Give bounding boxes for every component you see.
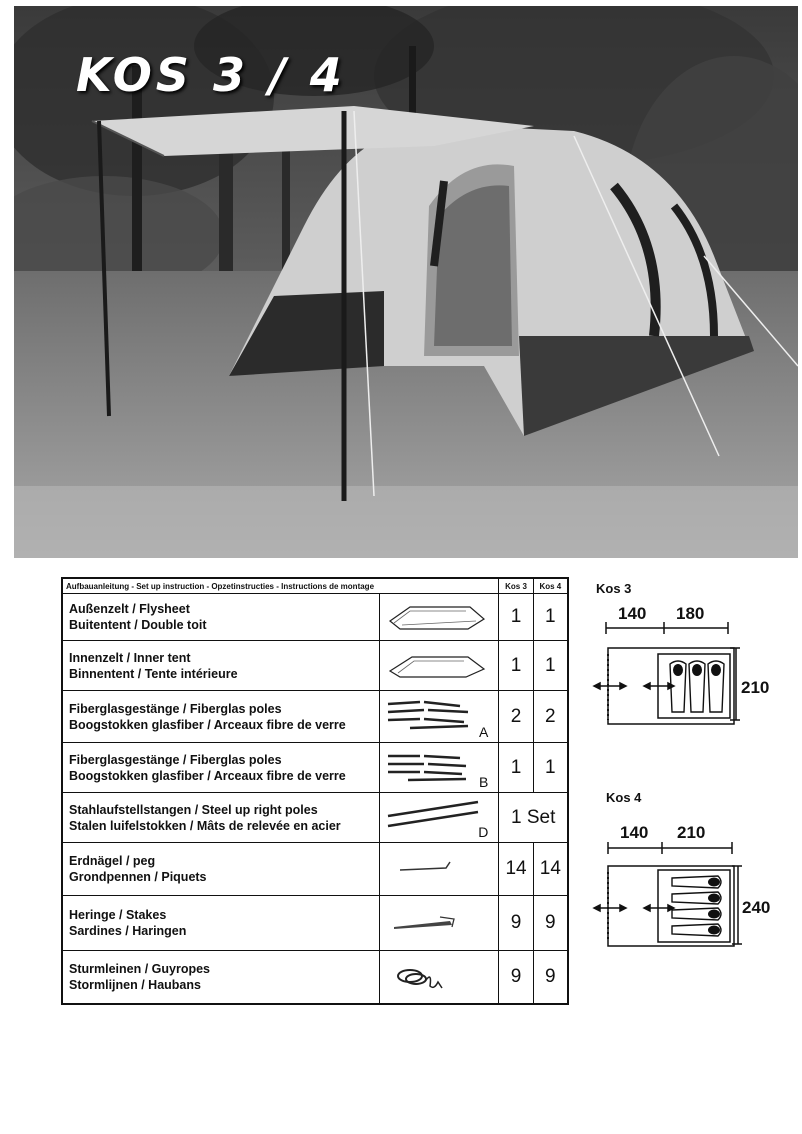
inner-tent-icon <box>380 641 499 691</box>
kos3-quantity: 1 <box>499 743 533 793</box>
part-description <box>62 594 380 641</box>
kos3-quantity: 14 <box>499 843 533 896</box>
kos3-floor-plan <box>590 620 740 732</box>
part-description <box>62 641 380 691</box>
stake-icon <box>380 896 499 951</box>
table-row <box>62 594 568 641</box>
part-description <box>62 951 380 1004</box>
table-row <box>62 951 568 1004</box>
kos3-quantity: 2 <box>499 691 533 743</box>
part-description <box>62 896 380 951</box>
table-row <box>62 691 568 743</box>
part-name-line1: Sturmleinen / Guyropes <box>69 961 211 976</box>
pole-letter: B <box>479 774 489 790</box>
part-name-line2: Boogstokken glasfiber / Arceaux fibre de verre <box>69 717 346 732</box>
part-name-line1: Stahlaufstellstangen / Steel up right poles <box>69 802 318 817</box>
table-header-row <box>62 578 568 594</box>
part-name-line2: Binnentent / Tente intérieure <box>69 666 238 681</box>
part-description <box>62 691 380 743</box>
kos3-column-header: Kos 3 <box>499 578 533 594</box>
part-name-line1: Außenzelt / Flysheet <box>69 602 190 616</box>
kos4-quantity: 2 <box>533 691 568 743</box>
pole-letter: D <box>478 824 489 840</box>
kos3-vestibule-dimension: 140 <box>618 604 647 623</box>
steel-pole-icon <box>380 793 499 843</box>
kos3-depth-dimension: 210 <box>741 678 770 697</box>
pole-set-icon <box>380 691 499 743</box>
kos4-quantity: 1 <box>533 641 568 691</box>
kos3-sleeper-icons <box>670 661 724 712</box>
table-row <box>62 896 568 951</box>
kos4-quantity: 1 <box>533 743 568 793</box>
part-name-line1: Erdnägel / peg <box>69 854 156 868</box>
kos4-floor-plan <box>592 840 742 952</box>
kos4-plan-label: Kos 4 <box>606 790 642 805</box>
kos3-inner-dimension: 180 <box>676 604 705 623</box>
part-name-line2: Boogstokken glasfiber / Arceaux fibre de verre <box>69 768 346 783</box>
parts-list-table <box>61 577 569 1005</box>
kos4-quantity: 1 <box>533 594 568 641</box>
part-name-line2: Sardines / Haringen <box>69 924 187 938</box>
kos4-entrance-arrows <box>594 905 674 911</box>
flysheet-icon <box>380 594 499 641</box>
guyrope-icon <box>380 951 499 1004</box>
table-row <box>62 743 568 793</box>
set-quantity: 1 Set <box>499 793 568 843</box>
kos4-vestibule-dimension: 140 <box>620 823 649 842</box>
pole-letter: A <box>479 724 489 740</box>
kos4-quantity: 14 <box>533 843 568 896</box>
part-name-line2: Grondpennen / Piquets <box>69 870 207 884</box>
kos3-quantity: 1 <box>499 641 533 691</box>
part-name-line2: Stormlijnen / Haubans <box>69 977 201 992</box>
peg-icon <box>380 843 499 896</box>
kos3-plan-label: Kos 3 <box>596 581 632 596</box>
part-description <box>62 793 380 843</box>
part-description <box>62 843 380 896</box>
part-name-line1: Heringe / Stakes <box>69 908 167 922</box>
kos4-inner-dimension: 210 <box>677 823 706 842</box>
kos3-entrance-arrows <box>594 683 674 689</box>
part-name-line1: Fiberglasgestänge / Fiberglas poles <box>69 701 282 716</box>
part-name-line2: Stalen luifelstokken / Mâts de relevée en acier <box>69 818 341 833</box>
kos3-quantity: 9 <box>499 951 533 1004</box>
instruction-header: Aufbauanleitung - Set up instruction - Opzetinstructies - Instructions de montage <box>62 578 499 594</box>
table-row <box>62 793 568 843</box>
kos4-depth-dimension: 240 <box>742 898 771 917</box>
kos4-sleeper-icons <box>672 876 721 936</box>
kos3-quantity: 9 <box>499 896 533 951</box>
kos3-quantity: 1 <box>499 594 533 641</box>
part-name-line1: Fiberglasgestänge / Fiberglas poles <box>69 752 282 767</box>
table-row <box>62 843 568 896</box>
part-name-line2: Buitentent / Double toit <box>69 618 207 632</box>
table-row <box>62 641 568 691</box>
kos4-column-header: Kos 4 <box>533 578 568 594</box>
kos4-quantity: 9 <box>533 951 568 1004</box>
part-name-line1: Innenzelt / Inner tent <box>69 650 191 665</box>
product-title: KOS 3 / 4 <box>76 48 346 102</box>
kos4-quantity: 9 <box>533 896 568 951</box>
pole-set-icon <box>380 743 499 793</box>
part-description <box>62 743 380 793</box>
